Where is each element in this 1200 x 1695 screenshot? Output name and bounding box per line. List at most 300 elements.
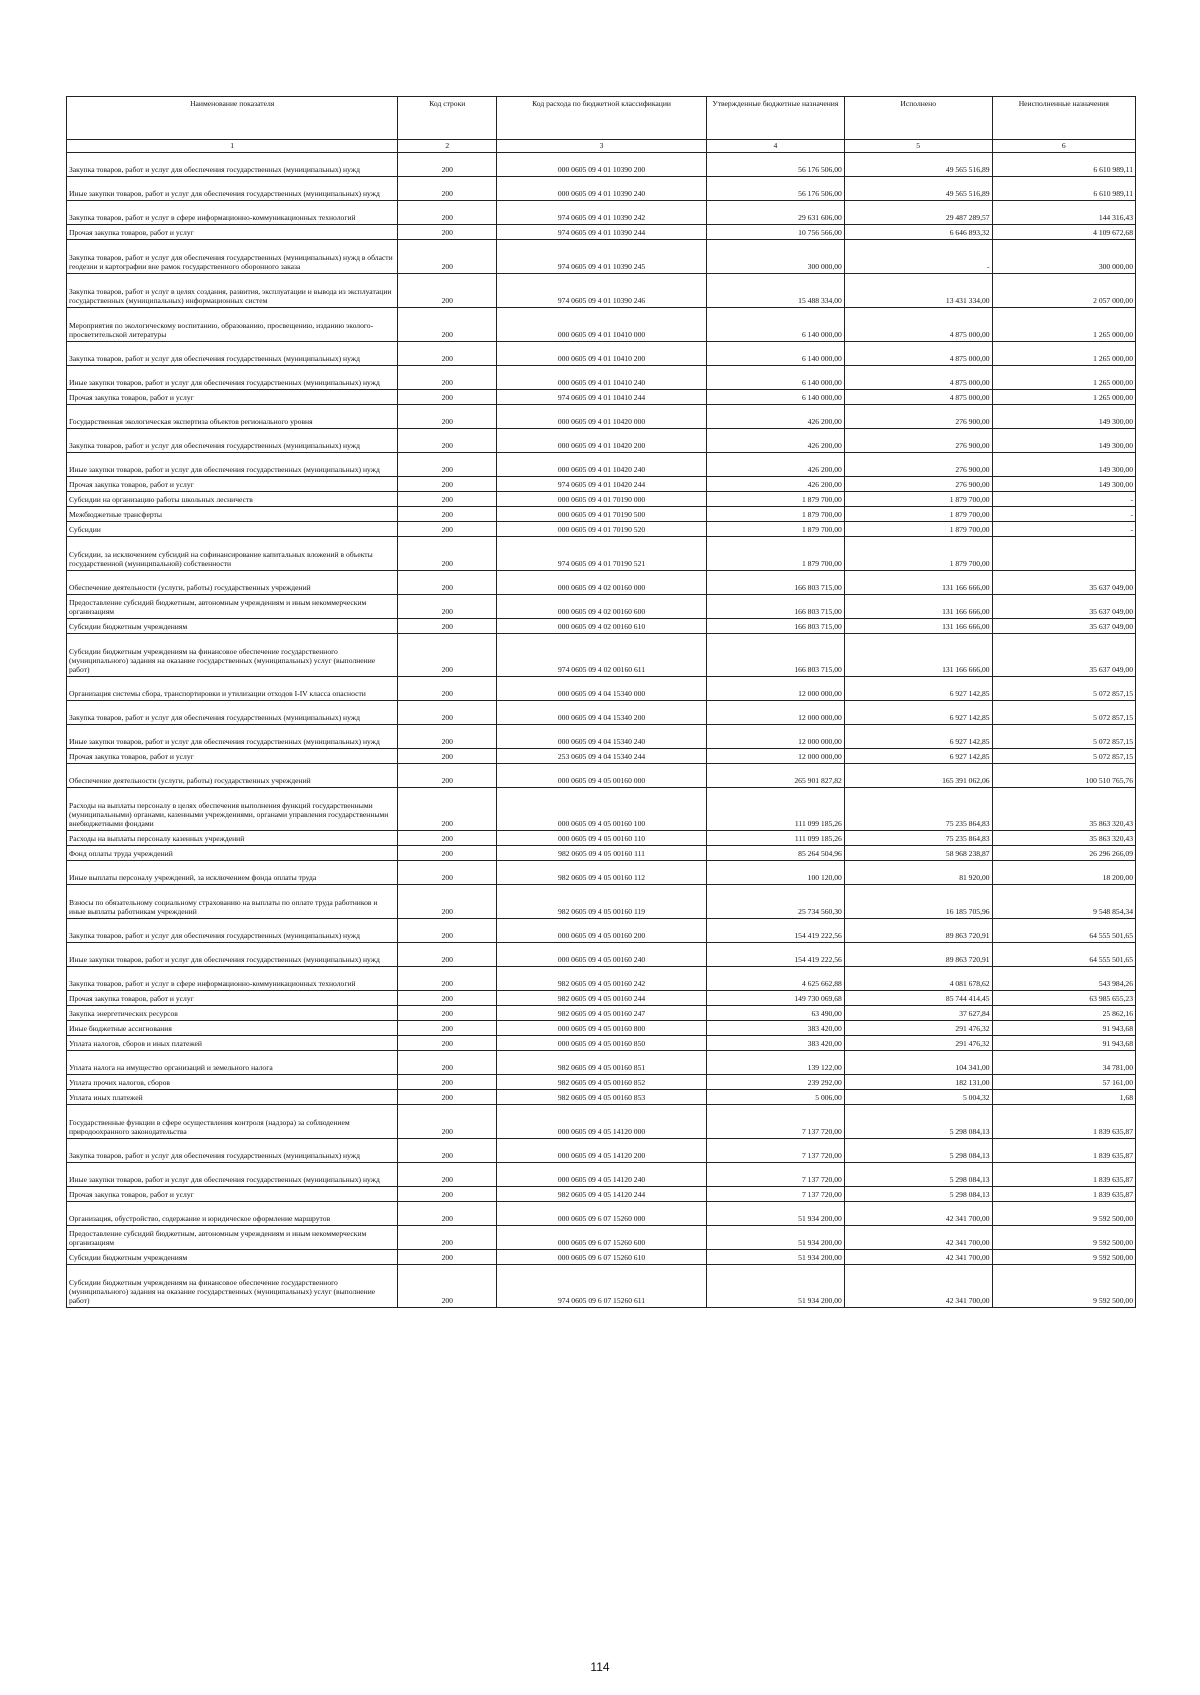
executed-amount-cell: 1 879 700,00	[844, 507, 992, 522]
indicator-name-cell: Иные бюджетные ассигнования	[67, 1021, 398, 1036]
budget-code-cell: 982 0605 09 4 05 00160 852	[497, 1075, 707, 1090]
approved-amount-cell: 1 879 700,00	[706, 522, 844, 537]
unexecuted-amount-cell: 64 555 501,65	[992, 919, 1135, 943]
indicator-name-cell: Прочая закупка товаров, работ и услуг	[67, 225, 398, 240]
executed-amount-cell: 5 298 084,13	[844, 1187, 992, 1202]
table-row	[67, 522, 1136, 537]
table-row	[67, 1105, 1136, 1139]
unexecuted-amount-cell: 1 265 000,00	[992, 308, 1135, 342]
executed-amount-cell: 85 744 414,45	[844, 991, 992, 1006]
unexecuted-amount-cell: 1 839 635,87	[992, 1105, 1135, 1139]
table-row	[67, 240, 1136, 274]
line-code-cell: 200	[398, 595, 497, 619]
approved-amount-cell: 6 140 000,00	[706, 342, 844, 366]
line-code-cell: 200	[398, 1006, 497, 1021]
indicator-name-cell: Расходы на выплаты персоналу казенных учреждений	[67, 831, 398, 846]
table-row	[67, 153, 1136, 177]
line-code-cell: 200	[398, 429, 497, 453]
table-row	[67, 788, 1136, 831]
approved-amount-cell: 12 000 000,00	[706, 677, 844, 701]
line-code-cell: 200	[398, 1090, 497, 1105]
column-number: 3	[497, 140, 707, 153]
approved-amount-cell: 265 901 827,82	[706, 764, 844, 788]
unexecuted-amount-cell: 35 637 049,00	[992, 595, 1135, 619]
line-code-cell: 200	[398, 725, 497, 749]
approved-amount-cell: 7 137 720,00	[706, 1163, 844, 1187]
budget-code-cell: 000 0605 09 6 07 15260 610	[497, 1250, 707, 1265]
indicator-name-cell: Закупка товаров, работ и услуг в сфере информационно-коммуникационных технологий	[67, 967, 398, 991]
unexecuted-amount-cell: 144 316,43	[992, 201, 1135, 225]
line-code-cell: 200	[398, 477, 497, 492]
budget-code-cell: 974 0605 09 4 01 10390 245	[497, 240, 707, 274]
table-row	[67, 366, 1136, 390]
table-row	[67, 764, 1136, 788]
executed-amount-cell: 81 920,00	[844, 861, 992, 885]
line-code-cell: 200	[398, 1250, 497, 1265]
table-row	[67, 1202, 1136, 1226]
unexecuted-amount-cell	[992, 537, 1135, 571]
executed-amount-cell: 291 476,32	[844, 1021, 992, 1036]
executed-amount-cell: 6 927 142,85	[844, 701, 992, 725]
unexecuted-amount-cell: 35 637 049,00	[992, 634, 1135, 677]
table-row	[67, 429, 1136, 453]
line-code-cell: 200	[398, 919, 497, 943]
budget-code-cell: 000 0605 09 4 05 00160 000	[497, 764, 707, 788]
budget-code-cell: 000 0605 09 4 01 10410 240	[497, 366, 707, 390]
unexecuted-amount-cell: 100 510 765,76	[992, 764, 1135, 788]
approved-amount-cell: 12 000 000,00	[706, 725, 844, 749]
table-header-row	[67, 97, 1136, 140]
approved-amount-cell: 7 137 720,00	[706, 1105, 844, 1139]
unexecuted-amount-cell: 5 072 857,15	[992, 725, 1135, 749]
line-code-cell: 200	[398, 225, 497, 240]
unexecuted-amount-cell: 57 161,00	[992, 1075, 1135, 1090]
executed-amount-cell: 49 565 516,89	[844, 177, 992, 201]
budget-code-cell: 000 0605 09 4 05 14120 000	[497, 1105, 707, 1139]
approved-amount-cell: 7 137 720,00	[706, 1139, 844, 1163]
column-number: 5	[844, 140, 992, 153]
line-code-cell: 200	[398, 405, 497, 429]
budget-code-cell: 253 0605 09 4 04 15340 244	[497, 749, 707, 764]
indicator-name-cell: Иные закупки товаров, работ и услуг для обеспечения государственных (муниципальных) нужд	[67, 943, 398, 967]
line-code-cell: 200	[398, 991, 497, 1006]
approved-amount-cell: 56 176 506,00	[706, 153, 844, 177]
table-row	[67, 1090, 1136, 1105]
indicator-name-cell: Закупка товаров, работ и услуг для обеспечения государственных (муниципальных) нужд	[67, 1139, 398, 1163]
approved-amount-cell: 154 419 222,56	[706, 943, 844, 967]
budget-code-cell: 000 0605 09 4 02 00160 610	[497, 619, 707, 634]
unexecuted-amount-cell: -	[992, 507, 1135, 522]
line-code-cell: 200	[398, 366, 497, 390]
table-row	[67, 571, 1136, 595]
unexecuted-amount-cell: 6 610 989,11	[992, 177, 1135, 201]
indicator-name-cell: Предоставление субсидий бюджетным, автономным учреждениям и иным некоммерческим организациям	[67, 595, 398, 619]
budget-code-cell: 000 0605 09 4 04 15340 200	[497, 701, 707, 725]
line-code-cell: 200	[398, 537, 497, 571]
approved-amount-cell: 239 292,00	[706, 1075, 844, 1090]
indicator-name-cell: Иные закупки товаров, работ и услуг для обеспечения государственных (муниципальных) нужд	[67, 725, 398, 749]
budget-code-cell: 982 0605 09 4 05 00160 244	[497, 991, 707, 1006]
table-row	[67, 1250, 1136, 1265]
approved-amount-cell: 111 099 185,26	[706, 831, 844, 846]
line-code-cell: 200	[398, 1051, 497, 1075]
executed-amount-cell: 182 131,00	[844, 1075, 992, 1090]
approved-amount-cell: 149 730 069,68	[706, 991, 844, 1006]
indicator-name-cell: Закупка товаров, работ и услуг для обеспечения государственных (муниципальных) нужд в области геодезии и картографии вне рамок государственного оборонного заказа	[67, 240, 398, 274]
table-row	[67, 701, 1136, 725]
executed-amount-cell: 6 927 142,85	[844, 725, 992, 749]
line-code-cell: 200	[398, 788, 497, 831]
line-code-cell: 200	[398, 943, 497, 967]
table-row	[67, 1075, 1136, 1090]
indicator-name-cell: Обеспечение деятельности (услуги, работы) государственных учреждений	[67, 571, 398, 595]
indicator-name-cell: Иные закупки товаров, работ и услуг для обеспечения государственных (муниципальных) нужд	[67, 366, 398, 390]
budget-code-cell: 974 0605 09 4 01 70190 521	[497, 537, 707, 571]
budget-code-cell: 974 0605 09 4 01 10390 242	[497, 201, 707, 225]
unexecuted-amount-cell: 1 265 000,00	[992, 366, 1135, 390]
line-code-cell: 200	[398, 201, 497, 225]
table-row	[67, 991, 1136, 1006]
table-row	[67, 201, 1136, 225]
line-code-cell: 200	[398, 240, 497, 274]
table-row	[67, 405, 1136, 429]
unexecuted-amount-cell: 34 781,00	[992, 1051, 1135, 1075]
approved-amount-cell: 383 420,00	[706, 1021, 844, 1036]
indicator-name-cell: Субсидии на организацию работы школьных лесничеств	[67, 492, 398, 507]
unexecuted-amount-cell: 149 300,00	[992, 453, 1135, 477]
table-row	[67, 967, 1136, 991]
budget-code-cell: 000 0605 09 4 02 00160 000	[497, 571, 707, 595]
indicator-name-cell: Уплата налогов, сборов и иных платежей	[67, 1036, 398, 1051]
header-approved-appropriations: Утвержденные бюджетные назначения	[706, 97, 844, 140]
line-code-cell: 200	[398, 1036, 497, 1051]
executed-amount-cell: 49 565 516,89	[844, 153, 992, 177]
unexecuted-amount-cell: 63 985 655,23	[992, 991, 1135, 1006]
budget-code-cell: 982 0605 09 4 05 00160 112	[497, 861, 707, 885]
unexecuted-amount-cell: 149 300,00	[992, 429, 1135, 453]
indicator-name-cell: Прочая закупка товаров, работ и услуг	[67, 1187, 398, 1202]
indicator-name-cell: Организация, обустройство, содержание и юридическое оформление маршрутов	[67, 1202, 398, 1226]
executed-amount-cell: 89 863 720,91	[844, 943, 992, 967]
executed-amount-cell: 5 004,32	[844, 1090, 992, 1105]
executed-amount-cell: 1 879 700,00	[844, 537, 992, 571]
executed-amount-cell: 5 298 084,13	[844, 1105, 992, 1139]
unexecuted-amount-cell: 543 984,26	[992, 967, 1135, 991]
budget-code-cell: 000 0605 09 4 01 10420 200	[497, 429, 707, 453]
approved-amount-cell: 139 122,00	[706, 1051, 844, 1075]
unexecuted-amount-cell: 1,68	[992, 1090, 1135, 1105]
line-code-cell: 200	[398, 1139, 497, 1163]
column-number-row	[67, 140, 1136, 153]
approved-amount-cell: 100 120,00	[706, 861, 844, 885]
budget-code-cell: 000 0605 09 4 01 70190 500	[497, 507, 707, 522]
indicator-name-cell: Закупка товаров, работ и услуг в целях создания, развития, эксплуатации и вывода из эксплуатации государственных (муниципальных) информационных систем	[67, 274, 398, 308]
unexecuted-amount-cell: 149 300,00	[992, 405, 1135, 429]
executed-amount-cell: 4 081 678,62	[844, 967, 992, 991]
approved-amount-cell: 426 200,00	[706, 453, 844, 477]
line-code-cell: 200	[398, 677, 497, 701]
executed-amount-cell: 75 235 864,83	[844, 788, 992, 831]
line-code-cell: 200	[398, 846, 497, 861]
unexecuted-amount-cell: 9 592 500,00	[992, 1202, 1135, 1226]
indicator-name-cell: Уплата налога на имущество организаций и земельного налога	[67, 1051, 398, 1075]
table-row	[67, 537, 1136, 571]
line-code-cell: 200	[398, 1075, 497, 1090]
approved-amount-cell: 154 419 222,56	[706, 919, 844, 943]
executed-amount-cell: 16 185 705,96	[844, 885, 992, 919]
table-row	[67, 225, 1136, 240]
table-row	[67, 725, 1136, 749]
indicator-name-cell: Прочая закупка товаров, работ и услуг	[67, 477, 398, 492]
header-unexecuted-appropriations: Неисполненные назначения	[992, 97, 1135, 140]
budget-code-cell: 000 0605 09 4 02 00160 600	[497, 595, 707, 619]
table-row	[67, 390, 1136, 405]
line-code-cell: 200	[398, 153, 497, 177]
indicator-name-cell: Государственная экологическая экспертиза объектов регионального уровня	[67, 405, 398, 429]
budget-code-cell: 982 0605 09 4 05 00160 119	[497, 885, 707, 919]
column-number: 4	[706, 140, 844, 153]
executed-amount-cell: 42 341 700,00	[844, 1250, 992, 1265]
approved-amount-cell: 6 140 000,00	[706, 366, 844, 390]
indicator-name-cell: Иные выплаты персоналу учреждений, за исключением фонда оплаты труда	[67, 861, 398, 885]
indicator-name-cell: Прочая закупка товаров, работ и услуг	[67, 991, 398, 1006]
approved-amount-cell: 7 137 720,00	[706, 1187, 844, 1202]
executed-amount-cell: 6 927 142,85	[844, 749, 992, 764]
indicator-name-cell: Прочая закупка товаров, работ и услуг	[67, 749, 398, 764]
indicator-name-cell: Закупка товаров, работ и услуг для обеспечения государственных (муниципальных) нужд	[67, 701, 398, 725]
unexecuted-amount-cell: 9 592 500,00	[992, 1250, 1135, 1265]
table-row	[67, 1021, 1136, 1036]
line-code-cell: 200	[398, 1226, 497, 1250]
approved-amount-cell: 51 934 200,00	[706, 1226, 844, 1250]
budget-code-cell: 000 0605 09 4 05 00160 240	[497, 943, 707, 967]
budget-code-cell: 982 0605 09 4 05 00160 111	[497, 846, 707, 861]
budget-code-cell: 000 0605 09 4 05 14120 240	[497, 1163, 707, 1187]
executed-amount-cell: 131 166 666,00	[844, 634, 992, 677]
line-code-cell: 200	[398, 619, 497, 634]
unexecuted-amount-cell: 5 072 857,15	[992, 701, 1135, 725]
line-code-cell: 200	[398, 390, 497, 405]
approved-amount-cell: 63 490,00	[706, 1006, 844, 1021]
unexecuted-amount-cell: 9 592 500,00	[992, 1226, 1135, 1250]
indicator-name-cell: Субсидии, за исключением субсидий на софинансирование капитальных вложений в объекты государственной (муниципальной) собственности	[67, 537, 398, 571]
line-code-cell: 200	[398, 967, 497, 991]
budget-code-cell: 000 0605 09 4 01 10420 240	[497, 453, 707, 477]
line-code-cell: 200	[398, 1163, 497, 1187]
indicator-name-cell: Государственные функции в сфере осуществления контроля (надзора) за соблюдением природоохранного законодательства	[67, 1105, 398, 1139]
unexecuted-amount-cell: 1 839 635,87	[992, 1139, 1135, 1163]
line-code-cell: 200	[398, 177, 497, 201]
unexecuted-amount-cell: 1 839 635,87	[992, 1163, 1135, 1187]
budget-code-cell: 000 0605 09 4 04 15340 240	[497, 725, 707, 749]
unexecuted-amount-cell: 9 548 854,34	[992, 885, 1135, 919]
line-code-cell: 200	[398, 507, 497, 522]
budget-code-cell: 000 0605 09 4 05 00160 800	[497, 1021, 707, 1036]
executed-amount-cell: 291 476,32	[844, 1036, 992, 1051]
approved-amount-cell: 1 879 700,00	[706, 537, 844, 571]
header-budget-classification-code: Код расхода по бюджетной классификации	[497, 97, 707, 140]
table-row	[67, 885, 1136, 919]
budget-code-cell: 974 0605 09 4 01 10420 244	[497, 477, 707, 492]
table-row	[67, 919, 1136, 943]
budget-code-cell: 000 0605 09 4 01 10410 000	[497, 308, 707, 342]
table-row	[67, 1036, 1136, 1051]
table-row	[67, 507, 1136, 522]
table-body	[67, 153, 1136, 1308]
approved-amount-cell: 10 756 566,00	[706, 225, 844, 240]
table-row	[67, 492, 1136, 507]
executed-amount-cell: 5 298 084,13	[844, 1163, 992, 1187]
approved-amount-cell: 85 264 504,96	[706, 846, 844, 861]
executed-amount-cell: 6 927 142,85	[844, 677, 992, 701]
approved-amount-cell: 111 099 185,26	[706, 788, 844, 831]
budget-execution-table	[66, 96, 1136, 1308]
indicator-name-cell: Мероприятия по экологическому воспитанию, образованию, просвещению, изданию эколого-просветительской литературы	[67, 308, 398, 342]
table-row	[67, 831, 1136, 846]
unexecuted-amount-cell: -	[992, 492, 1135, 507]
table-row	[67, 595, 1136, 619]
budget-code-cell: 974 0605 09 4 02 00160 611	[497, 634, 707, 677]
approved-amount-cell: 383 420,00	[706, 1036, 844, 1051]
executed-amount-cell: 131 166 666,00	[844, 595, 992, 619]
line-code-cell: 200	[398, 885, 497, 919]
budget-code-cell: 982 0605 09 4 05 00160 853	[497, 1090, 707, 1105]
table-row	[67, 453, 1136, 477]
table-row	[67, 846, 1136, 861]
indicator-name-cell: Субсидии бюджетным учреждениям на финансовое обеспечение государственного (муниципального) задания на оказание государственных (муниципальных) услуг (выполнение работ)	[67, 1265, 398, 1308]
executed-amount-cell: 42 341 700,00	[844, 1265, 992, 1308]
approved-amount-cell: 166 803 715,00	[706, 634, 844, 677]
approved-amount-cell: 426 200,00	[706, 477, 844, 492]
line-code-cell: 200	[398, 1105, 497, 1139]
indicator-name-cell: Иные закупки товаров, работ и услуг для обеспечения государственных (муниципальных) нужд	[67, 453, 398, 477]
indicator-name-cell: Субсидии	[67, 522, 398, 537]
approved-amount-cell: 166 803 715,00	[706, 571, 844, 595]
approved-amount-cell: 300 000,00	[706, 240, 844, 274]
budget-code-cell: 000 0605 09 4 05 00160 100	[497, 788, 707, 831]
unexecuted-amount-cell: 18 200,00	[992, 861, 1135, 885]
column-number: 6	[992, 140, 1135, 153]
line-code-cell: 200	[398, 1021, 497, 1036]
line-code-cell: 200	[398, 342, 497, 366]
table-row	[67, 274, 1136, 308]
executed-amount-cell: 4 875 000,00	[844, 342, 992, 366]
table-row	[67, 1163, 1136, 1187]
indicator-name-cell: Организация системы сбора, транспортировки и утилизации отходов I-IV класса опасности	[67, 677, 398, 701]
table-row	[67, 1226, 1136, 1250]
table-row	[67, 634, 1136, 677]
table-row	[67, 477, 1136, 492]
approved-amount-cell: 166 803 715,00	[706, 595, 844, 619]
unexecuted-amount-cell: 91 943,68	[992, 1021, 1135, 1036]
line-code-cell: 200	[398, 453, 497, 477]
executed-amount-cell: 276 900,00	[844, 429, 992, 453]
line-code-cell: 200	[398, 308, 497, 342]
unexecuted-amount-cell: 149 300,00	[992, 477, 1135, 492]
line-code-cell: 200	[398, 831, 497, 846]
budget-code-cell: 000 0605 09 4 01 70190 000	[497, 492, 707, 507]
unexecuted-amount-cell: 1 839 635,87	[992, 1187, 1135, 1202]
approved-amount-cell: 12 000 000,00	[706, 749, 844, 764]
approved-amount-cell: 5 006,00	[706, 1090, 844, 1105]
table-row	[67, 177, 1136, 201]
budget-code-cell: 000 0605 09 4 04 15340 000	[497, 677, 707, 701]
approved-amount-cell: 1 879 700,00	[706, 507, 844, 522]
indicator-name-cell: Уплата иных платежей	[67, 1090, 398, 1105]
budget-code-cell: 000 0605 09 4 05 00160 850	[497, 1036, 707, 1051]
executed-amount-cell: 131 166 666,00	[844, 619, 992, 634]
budget-code-cell: 982 0605 09 4 05 00160 851	[497, 1051, 707, 1075]
line-code-cell: 200	[398, 764, 497, 788]
budget-code-cell: 000 0605 09 4 01 10390 240	[497, 177, 707, 201]
unexecuted-amount-cell: 300 000,00	[992, 240, 1135, 274]
line-code-cell: 200	[398, 492, 497, 507]
unexecuted-amount-cell: 26 296 266,09	[992, 846, 1135, 861]
budget-code-cell: 982 0605 09 4 05 14120 244	[497, 1187, 707, 1202]
approved-amount-cell: 426 200,00	[706, 405, 844, 429]
line-code-cell: 200	[398, 749, 497, 764]
executed-amount-cell: 4 875 000,00	[844, 308, 992, 342]
indicator-name-cell: Взносы по обязательному социальному страхованию на выплаты по оплате труда работников и иные выплаты работникам учреждений	[67, 885, 398, 919]
line-code-cell: 200	[398, 1265, 497, 1308]
budget-code-cell: 974 0605 09 4 01 10390 244	[497, 225, 707, 240]
table-row	[67, 1051, 1136, 1075]
line-code-cell: 200	[398, 1202, 497, 1226]
indicator-name-cell: Иные закупки товаров, работ и услуг для обеспечения государственных (муниципальных) нужд	[67, 1163, 398, 1187]
budget-code-cell: 000 0605 09 4 01 70190 520	[497, 522, 707, 537]
indicator-name-cell: Закупка товаров, работ и услуг для обеспечения государственных (муниципальных) нужд	[67, 919, 398, 943]
header-indicator-name: Наименование показателя	[67, 97, 398, 140]
approved-amount-cell: 1 879 700,00	[706, 492, 844, 507]
line-code-cell: 200	[398, 571, 497, 595]
table-row	[67, 1187, 1136, 1202]
unexecuted-amount-cell: 1 265 000,00	[992, 342, 1135, 366]
executed-amount-cell: 42 341 700,00	[844, 1202, 992, 1226]
unexecuted-amount-cell: 35 863 320,43	[992, 788, 1135, 831]
unexecuted-amount-cell: 9 592 500,00	[992, 1265, 1135, 1308]
approved-amount-cell: 6 140 000,00	[706, 390, 844, 405]
approved-amount-cell: 56 176 506,00	[706, 177, 844, 201]
executed-amount-cell: 6 646 893,32	[844, 225, 992, 240]
line-code-cell: 200	[398, 861, 497, 885]
budget-code-cell: 000 0605 09 4 01 10410 200	[497, 342, 707, 366]
approved-amount-cell: 15 488 334,00	[706, 274, 844, 308]
table-row	[67, 342, 1136, 366]
executed-amount-cell: 276 900,00	[844, 453, 992, 477]
unexecuted-amount-cell: 91 943,68	[992, 1036, 1135, 1051]
unexecuted-amount-cell: 1 265 000,00	[992, 390, 1135, 405]
budget-code-cell: 974 0605 09 4 01 10410 244	[497, 390, 707, 405]
header-executed: Исполнено	[844, 97, 992, 140]
unexecuted-amount-cell: 35 863 320,43	[992, 831, 1135, 846]
approved-amount-cell: 426 200,00	[706, 429, 844, 453]
table-row	[67, 861, 1136, 885]
budget-code-cell: 000 0605 09 4 01 10390 200	[497, 153, 707, 177]
executed-amount-cell: 29 487 289,57	[844, 201, 992, 225]
unexecuted-amount-cell: 35 637 049,00	[992, 619, 1135, 634]
table-row	[67, 943, 1136, 967]
approved-amount-cell: 12 000 000,00	[706, 701, 844, 725]
column-number: 2	[398, 140, 497, 153]
executed-amount-cell: 89 863 720,91	[844, 919, 992, 943]
line-code-cell: 200	[398, 274, 497, 308]
table-row	[67, 677, 1136, 701]
indicator-name-cell: Предоставление субсидий бюджетным, автономным учреждениям и иным некоммерческим организациям	[67, 1226, 398, 1250]
unexecuted-amount-cell: 2 057 000,00	[992, 274, 1135, 308]
table-row	[67, 749, 1136, 764]
executed-amount-cell: 5 298 084,13	[844, 1139, 992, 1163]
budget-code-cell: 974 0605 09 6 07 15260 611	[497, 1265, 707, 1308]
